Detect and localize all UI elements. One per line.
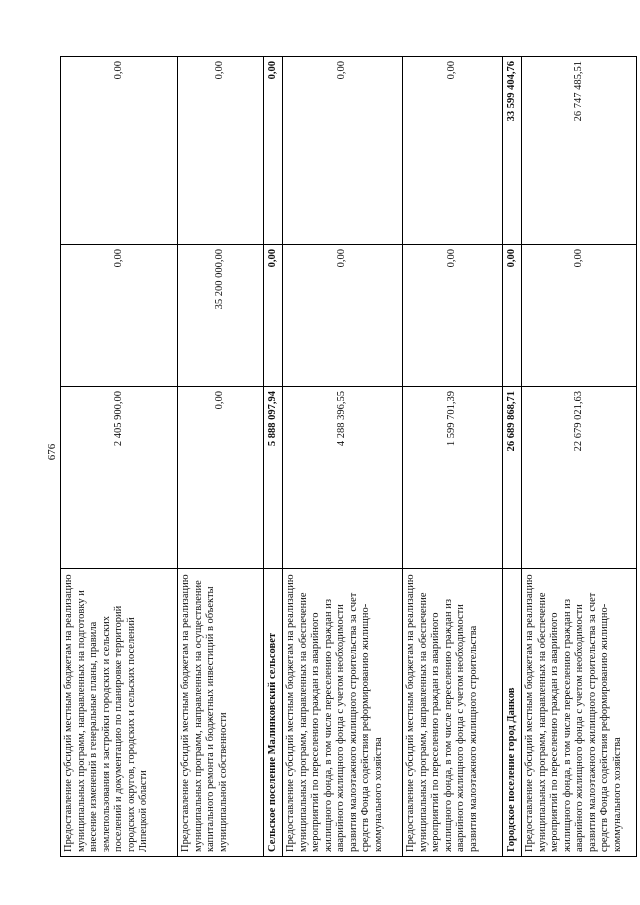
row-value-2: 0,00 [264,245,283,387]
table-row [61,57,178,857]
page-number: 676 [46,443,58,461]
row-value-2: 0,00 [283,245,403,387]
row-value-1: 1 599 701,39 [403,387,503,569]
table-row-total [264,57,283,857]
row-value-3: 0,00 [283,57,403,245]
table-row [283,57,403,857]
row-value-3: 33 599 404,76 [503,57,522,245]
table-row-total [503,57,522,857]
row-description: Предоставление субсидий местным бюджетам на реализацию муниципальных программ, направленных на осуществление капитального ремонта и бюджетных инвестиций в объекты муниципальной собственности [178,569,264,857]
row-value-3: 0,00 [403,57,503,245]
row-value-3: 0,00 [61,57,178,245]
row-value-3: 0,00 [264,57,283,245]
row-description: Предоставление субсидий местным бюджетам на реализацию муниципальных программ, направленных на обеспечение мероприятий по переселению граждан из аварийного жилищного фонда, в том числе переселению граждан из аварийного жилищного фонда с учетом необходимости развития малоэтажного жилищного строительства [403,569,503,857]
row-value-2: 0,00 [61,245,178,387]
row-value-2: 0,00 [522,245,637,387]
table-row [403,57,503,857]
row-description: Предоставление субсидий местным бюджетам на реализацию муниципальных программ, направленных на обеспечение мероприятий по переселению граждан из аварийного жилищного фонда, в том числе переселению граждан из аварийного жилищного фонда с учетом необходимости развития малоэтажного жилищного строительства за счет средств Фонда содействия реформированию жилищно-коммунального хозяйства [283,569,403,857]
row-value-3: 0,00 [178,57,264,245]
row-value-1: 0,00 [178,387,264,569]
row-description: Сельское поселение Малинковский сельсовет [264,569,283,857]
row-value-1: 26 689 868,71 [503,387,522,569]
table-row [522,57,637,857]
row-description: Городское поселение город Данков [503,569,522,857]
row-value-1: 5 888 097,94 [264,387,283,569]
row-value-2: 0,00 [403,245,503,387]
budget-table [60,56,637,857]
row-description: Предоставление субсидий местным бюджетам на реализацию муниципальных программ, направленных на подготовку и внесение изменений в генеральные планы, правила землепользования и застройки городских и сельских поселений и документацию по планировке территорий городских округов, городских и сельских поселений Липецкой области [61,569,178,857]
rotated-table-container [60,57,623,857]
row-value-2: 0,00 [503,245,522,387]
row-value-2: 35 200 000,00 [178,245,264,387]
row-value-1: 4 288 396,55 [283,387,403,569]
row-value-1: 2 405 900,00 [61,387,178,569]
row-value-3: 26 747 485,51 [522,57,637,245]
table-row [178,57,264,857]
row-value-1: 22 679 021,63 [522,387,637,569]
row-description: Предоставление субсидий местным бюджетам на реализацию муниципальных программ, направленных на обеспечение мероприятий по переселению граждан из аварийного жилищного фонда, в том числе переселению граждан из аварийного жилищного фонда с учетом необходимости развития малоэтажного жилищного строительства за счет средств Фонда содействия реформированию жилищно-коммунального хозяйства [522,569,637,857]
